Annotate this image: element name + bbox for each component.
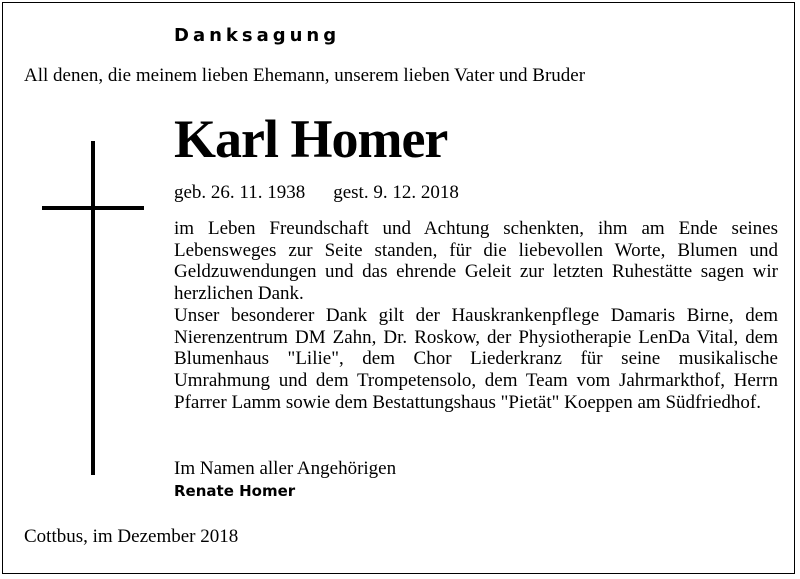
intro-line: All denen, die meinem lieben Ehemann, unserem lieben Vater und Bruder — [24, 65, 586, 86]
signoff-line: Im Namen aller Angehörigen — [174, 458, 397, 479]
death-date: gest. 9. 12. 2018 — [333, 182, 459, 203]
signoff — [174, 458, 396, 502]
special-thanks-paragraph: Unser besonderer Dank gilt der Hauskrankenpflege Damaris Birne, dem Nierenzentrum DM Zahn, Dr. Roskow, der Physiotherapie LenDa Vital, dem Blumenhaus "Lilie", dem Chor Liederkranz für seine musikalische Umrahmung und dem Trompetensolo, dem Team vom Jahrmarkthof, Herrn Pfarrer Lamm sowie dem Bestattungshaus "Pietät" Koeppen am Südfriedhof. — [174, 304, 778, 413]
notice-heading: Danksagung — [174, 25, 341, 46]
thanks-text — [174, 218, 778, 413]
thanks-paragraph: im Leben Freundschaft und Achtung schenkten, ihm am Ende seines Lebensweges zur Seite standen, für die liebevollen Worte, Blumen und Geldzuwendungen und das ehrende Geleit zur letzten Ruhestätte sagen wir herzlichen Dank. — [174, 218, 778, 305]
life-dates — [174, 182, 459, 204]
deceased-name: Karl Homer — [174, 109, 448, 169]
birth-date: geb. 26. 11. 1938 — [174, 182, 306, 203]
signer-name: Renate Homer — [174, 482, 296, 500]
place-date: Cottbus, im Dezember 2018 — [24, 526, 239, 547]
cross-icon — [40, 141, 150, 476]
